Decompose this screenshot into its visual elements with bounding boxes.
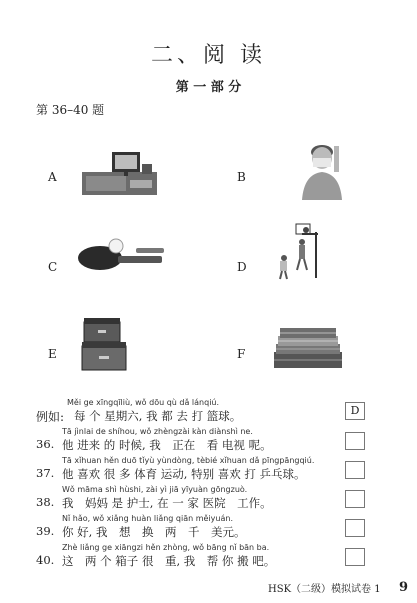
stacked-boxes-image <box>80 316 128 372</box>
q37-number: 37. <box>36 466 55 480</box>
example-sentence: 每 个 星期六, 我 都 去 打 篮球。 <box>74 409 242 423</box>
section-title: 二、阅 读 <box>151 43 266 68</box>
page-number: 9 <box>399 580 409 595</box>
option-letter-a: A <box>48 170 57 184</box>
q37-answer-box[interactable] <box>345 461 365 479</box>
q37-pinyin: Tā xǐhuan hěn duō tǐyù yùndòng, tèbié xǐhuan dǎ pīngpāngqiú. <box>62 456 315 465</box>
q37-sentence: 他 喜欢 很 多 体育 运动, 特别 喜欢 打 乒乓球。 <box>62 467 306 481</box>
ping-pong-paddle-image <box>76 236 166 272</box>
q36-number: 36. <box>36 437 55 451</box>
q36-answer-box[interactable] <box>345 432 365 450</box>
example-pinyin: Měi ge xīngqīliù, wǒ dōu qù dǎ lánqiú. <box>67 398 220 407</box>
option-letter-b: B <box>237 170 246 184</box>
option-letter-f: F <box>237 347 246 361</box>
q38-pinyin: Wǒ māma shì hùshi, zài yì jiā yīyuàn gōngzuò. <box>62 485 248 494</box>
q36-sentence: 他 进来 的 时候, 我 正在 看 电视 呢。 <box>62 438 272 452</box>
option-letter-c: C <box>48 260 58 274</box>
q38-number: 38. <box>36 495 55 509</box>
q39-sentence: 你 好, 我 想 换 两 千 美元。 <box>62 525 246 539</box>
q39-answer-box[interactable] <box>345 519 365 537</box>
q38-sentence: 我 妈妈 是 护士, 在 一 家 医院 工作。 <box>62 496 272 510</box>
question-range: 第 36–40 题 <box>36 103 105 117</box>
part-title: 第 一 部 分 <box>175 80 242 95</box>
basketball-players-image <box>272 220 332 280</box>
q40-number: 40. <box>36 553 55 567</box>
q39-pinyin: Nǐ hǎo, wǒ xiǎng huàn liǎng qiān měiyuán. <box>62 514 234 523</box>
footer-title: HSK（二级）模拟试卷 1 <box>268 584 381 595</box>
example-label: 例如: <box>36 410 65 424</box>
option-letter-e: E <box>48 347 57 361</box>
q39-number: 39. <box>36 524 55 538</box>
q36-pinyin: Tā jìnlai de shíhou, wǒ zhèngzài kàn diànshì ne. <box>62 427 253 436</box>
q38-answer-box[interactable] <box>345 490 365 508</box>
option-letter-d: D <box>237 260 247 274</box>
q40-answer-box[interactable] <box>345 548 365 566</box>
example-answer-box: D <box>345 402 365 420</box>
q40-pinyin: Zhè liǎng ge xiāngzi hěn zhòng, wǒ bāng nǐ bān ba. <box>62 543 270 552</box>
q40-sentence: 这 两 个 箱子 很 重, 我 帮 你 搬 吧。 <box>62 554 276 568</box>
stack-of-newspapers-image <box>272 322 344 370</box>
reception-desk-computer-image <box>82 150 157 195</box>
masked-nurse-image <box>292 138 352 200</box>
